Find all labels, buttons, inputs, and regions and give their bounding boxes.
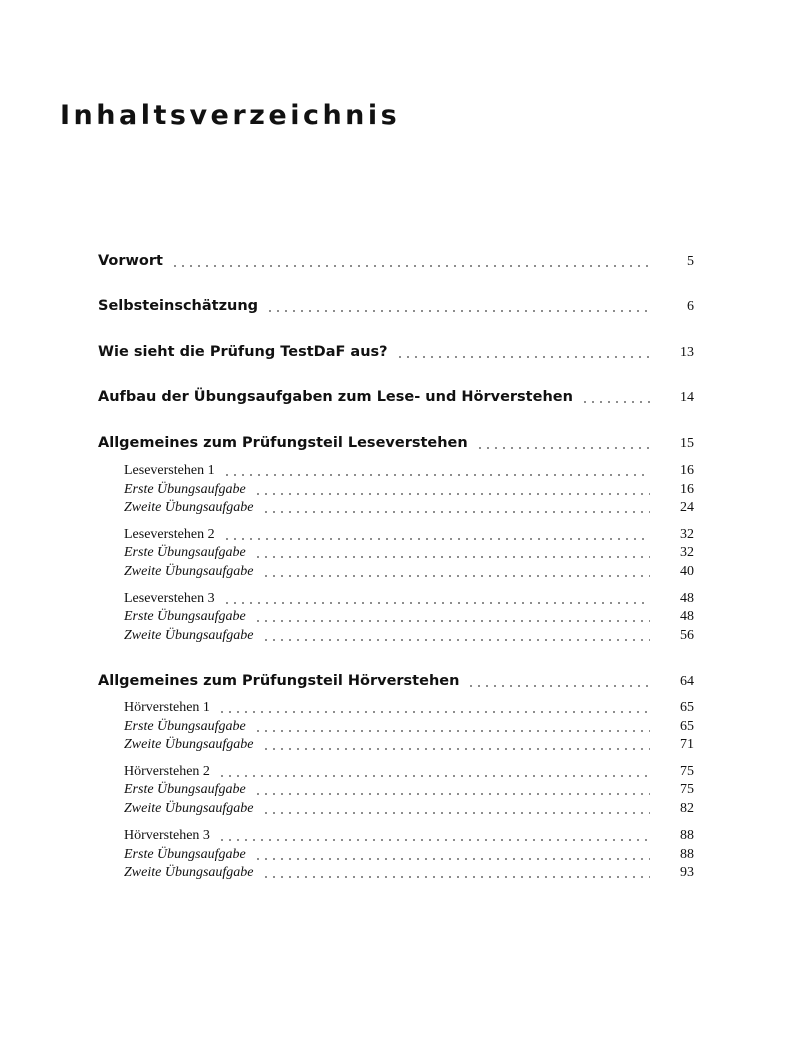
- toc-entry-label: Vorwort: [98, 253, 163, 269]
- toc-page-number: 65: [680, 719, 694, 734]
- toc-entry-label: Leseverstehen 1: [124, 463, 215, 478]
- toc-page-number: 6: [687, 299, 694, 314]
- toc-item-row[interactable]: [124, 737, 694, 755]
- toc-chapter-row[interactable]: [98, 253, 694, 273]
- toc-entry-label: Zweite Übungsaufgabe: [124, 801, 254, 816]
- dot-leader: [262, 574, 651, 578]
- toc-item-row[interactable]: [124, 782, 694, 800]
- toc-entry-label: Zweite Übungsaufgabe: [124, 865, 254, 880]
- toc-page-number: 65: [680, 700, 694, 715]
- toc-page-number: 75: [680, 764, 694, 779]
- toc-page-number: 88: [680, 828, 694, 843]
- toc-entry-label: Erste Übungsaufgabe: [124, 609, 246, 624]
- dot-leader: [218, 774, 650, 778]
- toc-page-number: 93: [680, 865, 694, 880]
- toc-page-number: 82: [680, 801, 694, 816]
- toc-page-number: 16: [680, 463, 694, 478]
- toc-page-number: 5: [687, 254, 694, 269]
- toc-entry-label: Leseverstehen 3: [124, 591, 215, 606]
- dot-leader: [262, 875, 651, 879]
- toc-page-number: 32: [680, 545, 694, 560]
- dot-leader: [476, 446, 650, 450]
- toc-entry-label: Aufbau der Übungsaufgaben zum Lese- und Hörverstehen: [98, 389, 573, 405]
- toc-entry-label: Erste Übungsaufgabe: [124, 847, 246, 862]
- toc-page-number: 32: [680, 527, 694, 542]
- dot-leader: [254, 792, 650, 796]
- toc-chapter-row[interactable]: [98, 389, 694, 409]
- toc-page-number: 14: [680, 390, 694, 405]
- toc-section-row[interactable]: [124, 828, 694, 846]
- toc-entry-label: Zweite Übungsaufgabe: [124, 628, 254, 643]
- dot-leader: [254, 619, 650, 623]
- toc-entry-label: Selbsteinschätzung: [98, 298, 259, 314]
- toc-page-number: 16: [680, 482, 694, 497]
- toc-page-number: 24: [680, 500, 694, 515]
- toc-entry-label: Erste Übungsaufgabe: [124, 482, 246, 497]
- toc-page-number: 48: [680, 591, 694, 606]
- dot-leader: [218, 838, 650, 842]
- toc-page-number: 15: [680, 436, 694, 451]
- toc-entry-label: Zweite Übungsaufgabe: [124, 500, 254, 515]
- toc-item-row[interactable]: [124, 719, 694, 737]
- dot-leader: [396, 355, 650, 359]
- dot-leader: [262, 747, 651, 751]
- toc-entry-label: Hörverstehen 3: [124, 828, 210, 843]
- toc-item-row[interactable]: [124, 847, 694, 865]
- toc-page-number: 64: [680, 674, 694, 689]
- toc-entry-label: Allgemeines zum Prüfungsteil Leseverstehen: [98, 435, 468, 451]
- toc-entry-label: Erste Übungsaufgabe: [124, 545, 246, 560]
- toc-entry-label: Leseverstehen 2: [124, 527, 215, 542]
- toc-item-row[interactable]: [124, 564, 694, 582]
- toc-page-number: 71: [680, 737, 694, 752]
- dot-leader: [262, 638, 651, 642]
- toc-chapter-row[interactable]: [98, 673, 694, 693]
- toc-entry-label: Erste Übungsaufgabe: [124, 782, 246, 797]
- dot-leader: [254, 492, 650, 496]
- toc-section-row[interactable]: [124, 764, 694, 782]
- toc-section-row[interactable]: [124, 527, 694, 545]
- dot-leader: [171, 264, 650, 268]
- toc-entry-label: Allgemeines zum Prüfungsteil Hörverstehen: [98, 673, 460, 689]
- toc-entry-label: Hörverstehen 2: [124, 764, 210, 779]
- toc-item-row[interactable]: [124, 801, 694, 819]
- dot-leader: [467, 684, 650, 688]
- toc-page-number: 56: [680, 628, 694, 643]
- dot-leader: [254, 857, 650, 861]
- toc-item-row[interactable]: [124, 628, 694, 646]
- toc-page-number: 88: [680, 847, 694, 862]
- dot-leader: [223, 473, 650, 477]
- toc-chapter-row[interactable]: [98, 344, 694, 364]
- toc-entry-label: Zweite Übungsaufgabe: [124, 564, 254, 579]
- dot-leader: [223, 537, 650, 541]
- toc-section-row[interactable]: [124, 591, 694, 609]
- toc-section-row[interactable]: [124, 463, 694, 481]
- toc-item-row[interactable]: [124, 500, 694, 518]
- toc-page-number: 75: [680, 782, 694, 797]
- toc-entry-label: Zweite Übungsaufgabe: [124, 737, 254, 752]
- toc-page-number: 13: [680, 345, 694, 360]
- toc-chapter-row[interactable]: [98, 435, 694, 455]
- dot-leader: [266, 309, 650, 313]
- toc-entry-label: Erste Übungsaufgabe: [124, 719, 246, 734]
- toc-item-row[interactable]: [124, 609, 694, 627]
- dot-leader: [223, 601, 650, 605]
- toc-entry-label: Hörverstehen 1: [124, 700, 210, 715]
- dot-leader: [218, 710, 650, 714]
- dot-leader: [262, 510, 651, 514]
- toc-page-number: 40: [680, 564, 694, 579]
- dot-leader: [262, 811, 651, 815]
- toc-item-row[interactable]: [124, 482, 694, 500]
- dot-leader: [581, 400, 650, 404]
- toc-chapter-row[interactable]: [98, 298, 694, 318]
- toc-page-number: 48: [680, 609, 694, 624]
- page-title: Inhaltsverzeichnis: [60, 100, 401, 131]
- toc-entry-label: Wie sieht die Prüfung TestDaF aus?: [98, 344, 388, 360]
- dot-leader: [254, 729, 650, 733]
- dot-leader: [254, 555, 650, 559]
- toc-section-row[interactable]: [124, 700, 694, 718]
- toc-item-row[interactable]: [124, 865, 694, 883]
- toc-item-row[interactable]: [124, 545, 694, 563]
